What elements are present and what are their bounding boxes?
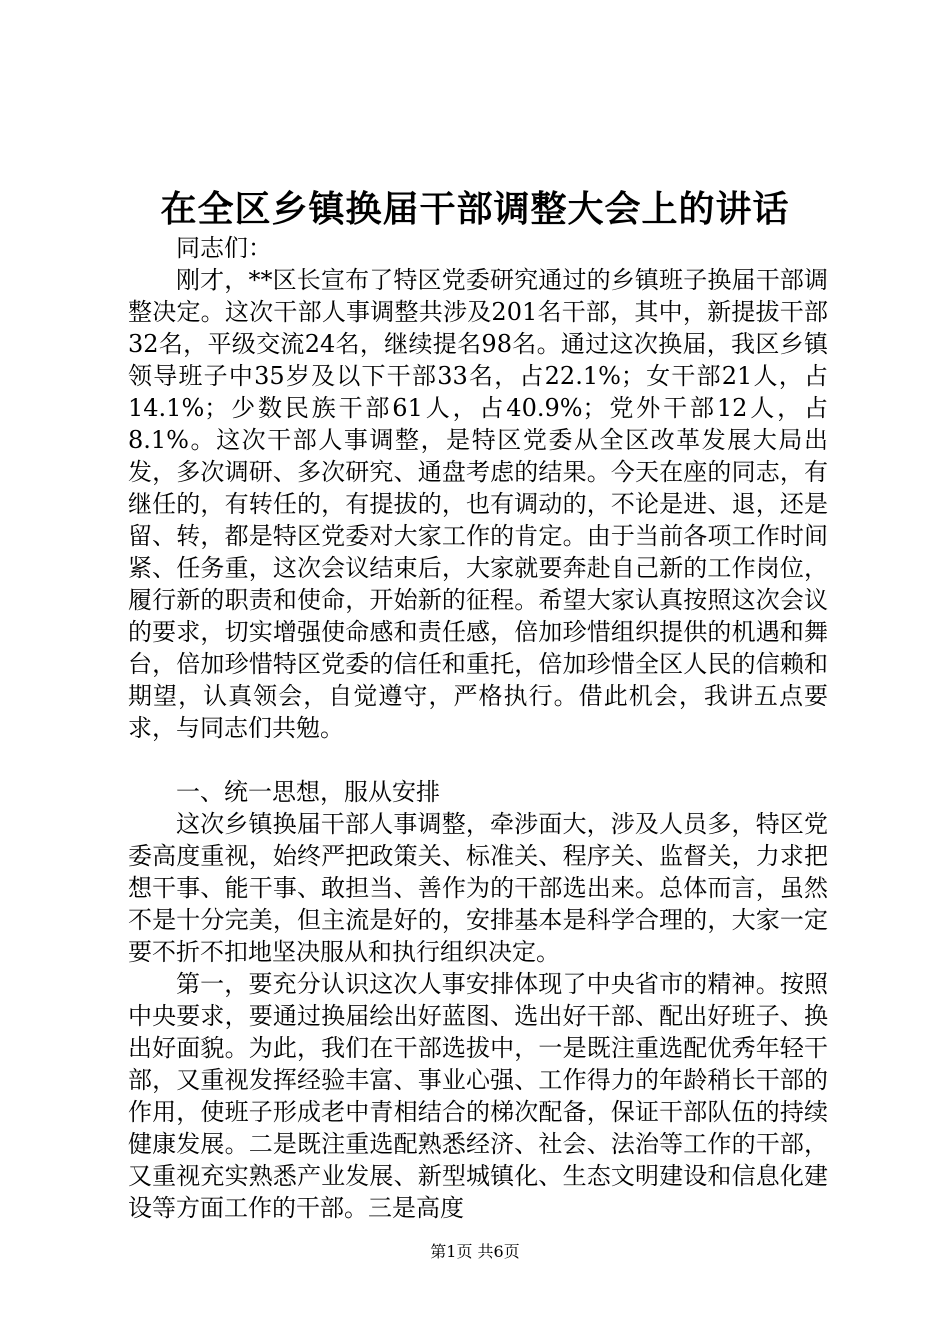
salutation: 同志们：: [176, 234, 272, 262]
document-title: 在全区乡镇换届干部调整大会上的讲话: [160, 188, 790, 230]
body-paragraph-intro: 刚才，**区长宣布了特区党委研究通过的乡镇班子换届干部调整决定。这次干部人事调整共涉及201名干部，其中，新提拔干部32名，平级交流24名，继续提名98名。通过这次换届，我区乡镇领导班子中35岁及以下干部33名，占22.1%；女干部21人，占14.1%；少数民族干部61人，占40.9%；党外干部12人，占8.1%。这次干部人事调整，是特区党委从全区改革发展大局出发，多次调研、多次研究、通盘考虑的结果。今天在座的同志，有继任的，有转任的，有提拔的，也有调动的，不论是进、退，还是留、转，都是特区党委对大家工作的肯定。由于当前各项工作时间紧、任务重，这次会议结束后，大家就要奔赴自己新的工作岗位，履行新的职责和使命，开始新的征程。希望大家认真按照这次会议的要求，切实增强使命感和责任感，倍加珍惜组织提供的机遇和舞台，倍加珍惜特区党委的信任和重托，倍加珍惜全区人民的信赖和期望，认真领会，自觉遵守，严格执行。借此机会，我讲五点要求，与同志们共勉。: [128, 266, 828, 742]
document-body: [128, 232, 828, 1224]
body-paragraph: 第一，要充分认识这次人事安排体现了中央省市的精神。按照中央要求，要通过换届绘出好蓝图、选出好干部、配出好班子、换出好面貌。为此，我们在干部选拔中，一是既注重选配优秀年轻干部，又重视发挥经验丰富、事业心强、工作得力的年龄稍长干部的作用，使班子形成老中青相结合的梯次配备，保证干部队伍的持续健康发展。二是既注重选配熟悉经济、社会、法治等工作的干部，又重视充实熟悉产业发展、新型城镇化、生态文明建设和信息化建设等方面工作的干部。三是高度: [128, 970, 828, 1222]
body-paragraph: 这次乡镇换届干部人事调整，牵涉面大，涉及人员多，特区党委高度重视，始终严把政策关、标准关、程序关、监督关，力求把想干事、能干事、敢担当、善作为的干部选出来。总体而言，虽然不是十分完美，但主流是好的，安排基本是科学合理的，大家一定要不折不扣地坚决服从和执行组织决定。: [128, 810, 828, 966]
section-heading: 一、统一思想，服从安排: [176, 778, 440, 806]
page-number-footer: 第1页 共6页: [430, 1242, 520, 1261]
